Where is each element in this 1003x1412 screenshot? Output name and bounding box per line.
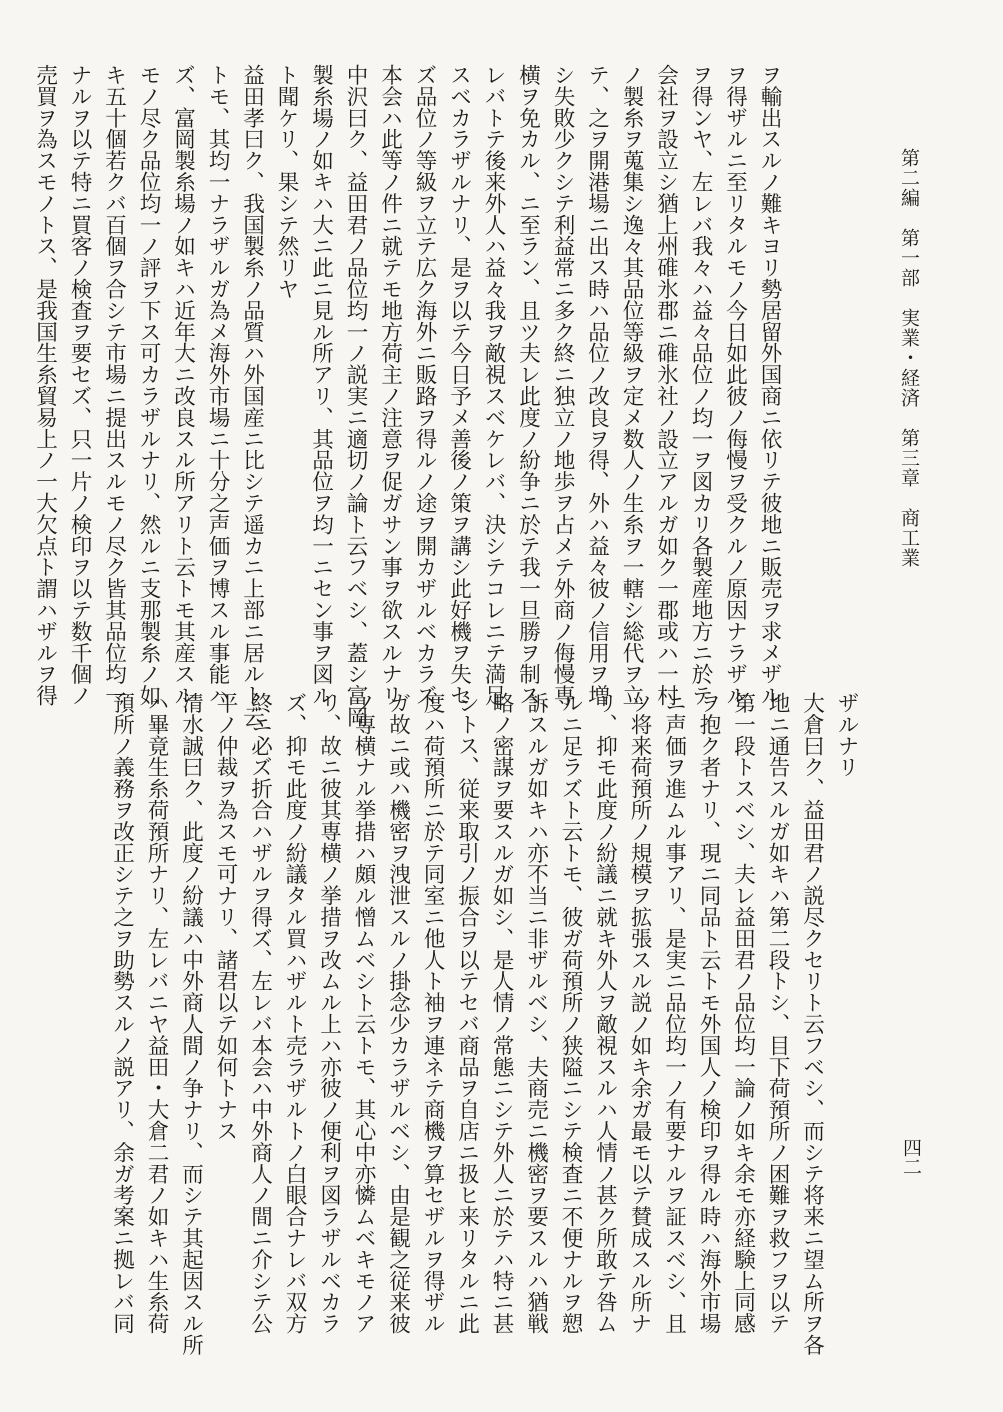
upper-text-block: [32, 64, 786, 728]
text-line: 売買ヲ為スモノトス、是我国生糸貿易上ノ一大欠点ト謂ハザルヲ得: [32, 64, 58, 706]
text-line: キ五十個若クバ百個ヲ合シテ市場ニ提出スルモノ尽ク皆其品位均一: [101, 64, 127, 706]
text-line: レバトテ後来外人ハ益々我ヲ敵視スベケレバ、決シテコレニテ満足: [481, 64, 506, 706]
text-line: 本会ハ此等ノ件ニ就テモ地方荷主ノ注意ヲ促ガサン事ヲ欲スルナリ: [377, 64, 403, 706]
text-line: ズ、抑モ此度ノ紛議タル買ハザルト売ラザルトノ白眼合ナレバ双方: [282, 692, 307, 1334]
text-line: モノ尽ク品位均一ノ評ヲ下ス可カラザルナリ、然ルニ支那製糸ノ如: [136, 64, 161, 706]
text-line: 会社ヲ設立シ猶上州碓氷郡ニ碓氷社ノ設立アルガ如ク一郡或ハ一村: [653, 64, 679, 706]
running-title: 第二編 第一部 実業・経済 第三章 商工業: [898, 148, 920, 568]
page-number-text: 四二: [900, 1138, 922, 1176]
text-line: 地ニ通告スルガ如キハ第二段トシ、目下荷預所ノ困難ヲ救フヲ以テ: [765, 692, 790, 1334]
text-line: ナルヲ以テ特ニ買客ノ検査ヲ要セズ、只一片ノ検印ヲ以テ数千個ノ: [67, 64, 92, 706]
text-line: 略ノ密謀ヲ要スルガ如シ、是人情ノ常態ニシテ外人ニ於テハ特ニ甚: [489, 692, 514, 1334]
text-line: ガ故ニ或ハ機密ヲ洩泄スルノ掛念少カラザルベシ、由是観之従来彼: [385, 692, 411, 1334]
text-line: 中沢曰ク、益田君ノ品位均一ノ説実ニ適切ノ論ト云フベシ、蓋シ富岡: [343, 64, 368, 728]
text-line: リ、故ニ彼其専横ノ挙措ヲ改ムル上ハ亦彼ノ便利ヲ図ラザルベカラ: [316, 692, 342, 1334]
text-line: ニ声価ヲ進ムル事アリ、是実ニ品位均一ノ有要ナルヲ証スベシ、且: [661, 692, 687, 1334]
text-line: 訴スルガ如キハ亦不当ニ非ザルベシ、夫商売ニ機密ヲ要スルハ猶戦: [523, 692, 549, 1334]
text-line: シ失敗少クシテ利益常ニ多ク終ニ独立ノ地歩ヲ占メテ外商ノ侮慢専: [550, 64, 575, 706]
text-line: ザルナリ: [834, 692, 859, 778]
text-line: ヲ抱ク者ナリ、現ニ同品ト云トモ外国人ノ検印ヲ得ル時ハ海外市場: [696, 692, 721, 1334]
text-line: 終ニ必ズ折合ハザルヲ得ズ、左レバ本会ハ中外商人ノ間ニ介シテ公: [247, 692, 273, 1334]
text-line: ヲ得ンヤ、左レバ我々ハ益々品位ノ均一ヲ図カリ各製産地方ニ於テ: [688, 64, 713, 706]
text-line: ズ、富岡製糸場ノ如キハ近年大ニ改良スル所アリト云トモ其産スル: [170, 64, 196, 706]
text-line: ト聞ケリ、果シテ然リヤ: [274, 64, 299, 300]
text-line: ルニ足ラズト云トモ、彼ガ荷預所ノ狭隘ニシテ検査ニ不便ナルヲ愬: [558, 692, 583, 1334]
text-line: リ、抑モ此度ノ紛議ニ就キ外人ヲ敵視スルハ人情ノ甚ク所敢テ咎ム: [592, 692, 618, 1334]
text-line: テ、之ヲ開港場ニ出ス時ハ品位ノ改良ヲ得、外ハ益々彼ノ信用ヲ増: [584, 64, 610, 706]
text-line: 製糸場ノ如キハ大ニ此ニ見ル所アリ、其品位ヲ均一ニセン事ヲ図ル: [308, 64, 334, 706]
running-header: [895, 148, 923, 668]
text-line: 大倉曰ク、益田君ノ説尽クセリト云フベシ、而シテ将来ニ望ム所ヲ各: [799, 692, 825, 1356]
page-number: [897, 1138, 925, 1176]
text-line: 度ハ荷預所ニ於テ同室ニ他人ト袖ヲ連ネテ商機ヲ算セザルヲ得ザル: [420, 692, 445, 1334]
text-line: 平ノ仲裁ヲ為スモ可ナリ、諸君以テ如何トナス: [213, 692, 238, 1142]
text-line: ノ製糸ヲ蒐集シ逸々其品位等級ヲ定メ数人ノ生糸ヲ一轄シ総代ヲ立: [619, 64, 644, 706]
lower-text-block: [109, 692, 863, 1356]
text-line: ツ将来荷預所ノ規模ヲ拡張スル説ノ如キ余ガ最モ以テ賛成スル所ナ: [627, 692, 652, 1334]
text-line: 預所ノ義務ヲ改正シテ之ヲ助勢スルノ説アリ、余ガ考案ニ拠レバ同: [109, 692, 135, 1334]
text-line: ズ品位ノ等級ヲ立テ広ク海外ニ販路ヲ得ルノ途ヲ開カザルベカラズ: [412, 64, 437, 706]
text-line: 横ヲ免カル、ニ至ラン、且ツ夫レ此度ノ紛争ニ於テ我一旦勝ヲ制ス: [515, 64, 541, 706]
text-line: トモ、其均一ナラザルガ為メ海外市場ニ十分之声価ヲ博スル事能ハ: [205, 64, 230, 706]
text-line: 第一段トスベシ、夫レ益田君ノ品位均一論ノ如キ余モ亦経験上同感: [730, 692, 756, 1334]
text-line: ヲ輸出スルノ難キヨリ勢居留外国商ニ依リテ彼地ニ販売ヲ求メザル: [757, 64, 782, 706]
text-line: シトス、従来取引ノ振合ヲ以テセバ商品ヲ自店ニ扱ヒ来リタルニ此: [454, 692, 480, 1334]
text-line: ノ専横ナル挙措ハ頗ル憎ムベシト云トモ、其心中亦憐ムベキモノア: [351, 692, 376, 1334]
text-line: 益田孝曰ク、我国製糸ノ品質ハ外国産ニ比シテ遥カニ上部ニ居ルト云: [239, 64, 265, 728]
text-line: スベカラザルナリ、是ヲ以テ今日予メ善後ノ策ヲ講シ此好機ヲ失セ: [446, 64, 472, 706]
text-line: ヲ得ザルニ至リタルモノ今日如此彼ノ侮慢ヲ受クルノ原因ナラザル: [722, 64, 748, 706]
text-line: 清水誠曰ク、此度ノ紛議ハ中外商人間ノ争ナリ、而シテ其起因スル所: [178, 692, 204, 1356]
text-line: ハ畢竟生糸荷預所ナリ、左レバニヤ益田・大倉二君ノ如キハ生糸荷: [144, 692, 169, 1334]
